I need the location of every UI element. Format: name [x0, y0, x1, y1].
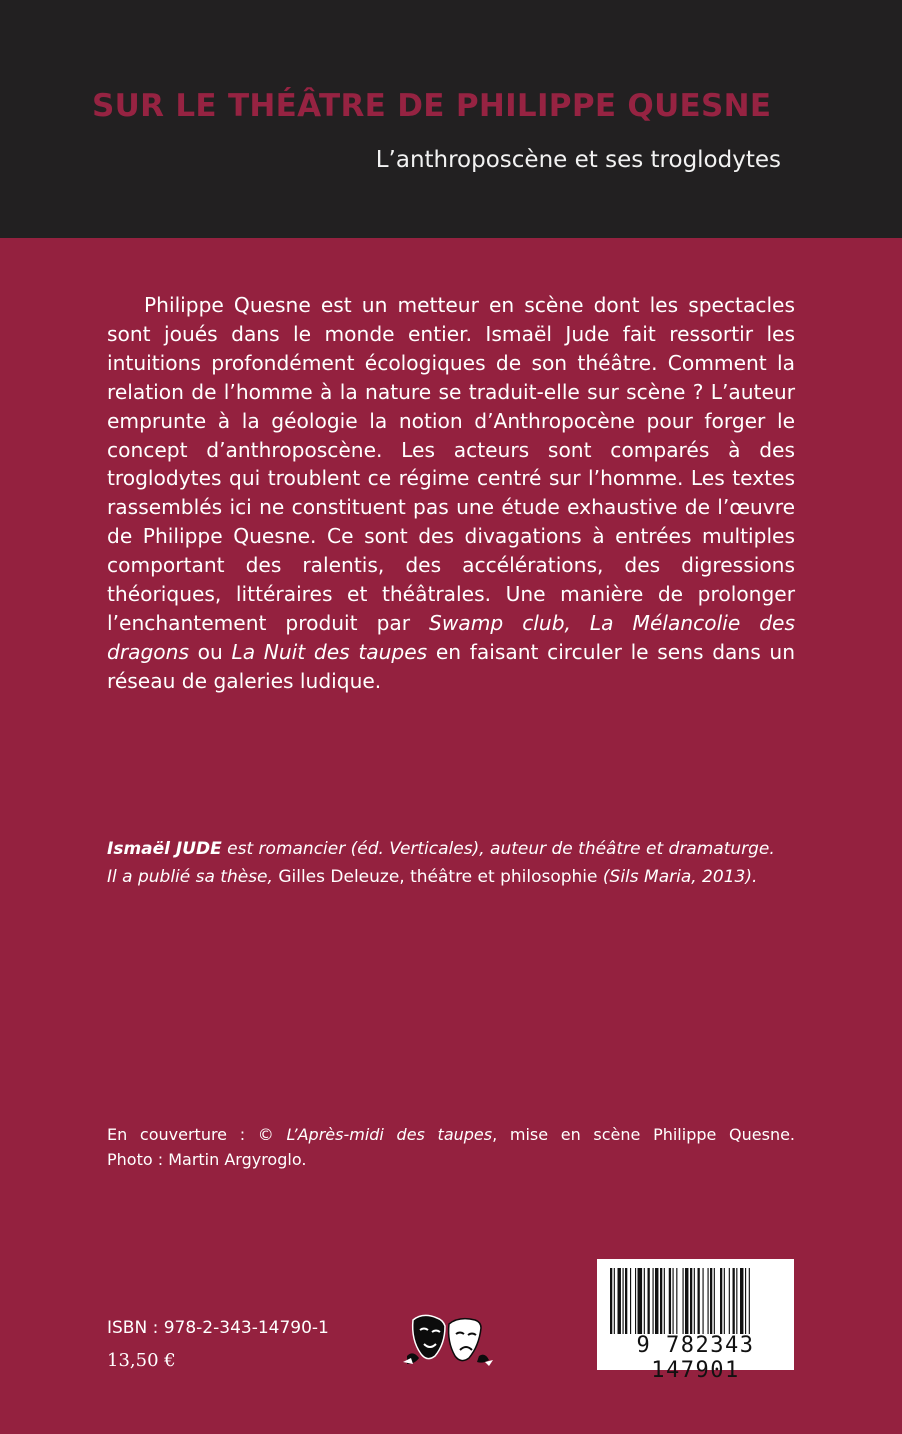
cover-credit-prefix: En couverture : ©	[107, 1125, 287, 1144]
book-title: SUR LE THÉÂTRE DE PHILIPPE QUESNE	[92, 88, 772, 124]
cover-credit-line1	[107, 1122, 795, 1147]
book-subtitle: L’anthroposcène et ses troglodytes	[375, 147, 781, 173]
author-bio-line2a: Il a publié sa thèse,	[107, 867, 279, 887]
blurb-paragraph	[107, 291, 795, 696]
blurb-text-1: Philippe Quesne est un metteur en scène dont les spectacles sont joués dans le monde entier. Ismaël Jude fait ressortir les intuitions profondément écologiques de son théâtre. Comment la relation de l’homme à la nature se traduit-elle sur scène ? L’auteur emprunte à la géologie la notion d’Anthropocène pour forger le concept d’anthroposcène. Les acteurs sont comparés à des troglodytes qui troublent ce régime centré sur l’homme. Les textes rassemblés ici ne constituent pas une étude exhaustive de l’œuvre de Philippe Quesne. Ce sont des divagations à entrées multiples comportant des ralentis, des accélérations, des digressions théoriques, littéraires et théâtrales. Une manière de prolonger l’enchantement produit par	[107, 293, 795, 635]
barcode-bars	[610, 1268, 781, 1334]
theatre-masks-icon	[399, 1310, 495, 1370]
photo-credit: Photo : Martin Argyroglo.	[107, 1150, 307, 1169]
author-bio	[107, 835, 807, 891]
barcode	[597, 1259, 794, 1383]
cover-credit-work: L’Après-midi des taupes	[286, 1125, 493, 1144]
header-band	[0, 0, 902, 238]
blurb-text-2: ou	[188, 639, 232, 664]
price: 13,50 €	[107, 1350, 176, 1371]
blurb-title-2: La Nuit des taupes	[231, 639, 428, 664]
blurb-title-1: Swamp club, La Mélancolie des dragons	[107, 610, 795, 664]
author-bio-line1: est romancier (éd. Verticales), auteur de théâtre et dramaturge.	[221, 839, 775, 859]
author-thesis-title: Gilles Deleuze, théâtre et philosophie	[278, 867, 598, 887]
barcode-digits: 9 782343 147901	[636, 1333, 755, 1383]
blurb-text-3: en faisant circuler le sens dans un réseau de galeries ludique.	[107, 639, 795, 693]
author-bio-line2b: (Sils Maria, 2013).	[597, 867, 758, 887]
author-name: Ismaël JUDE	[107, 839, 222, 859]
cover-credit	[107, 1122, 795, 1172]
isbn: ISBN : 978-2-343-14790-1	[107, 1318, 329, 1338]
cover-credit-suffix: , mise en scène Philippe Quesne.	[492, 1125, 796, 1144]
